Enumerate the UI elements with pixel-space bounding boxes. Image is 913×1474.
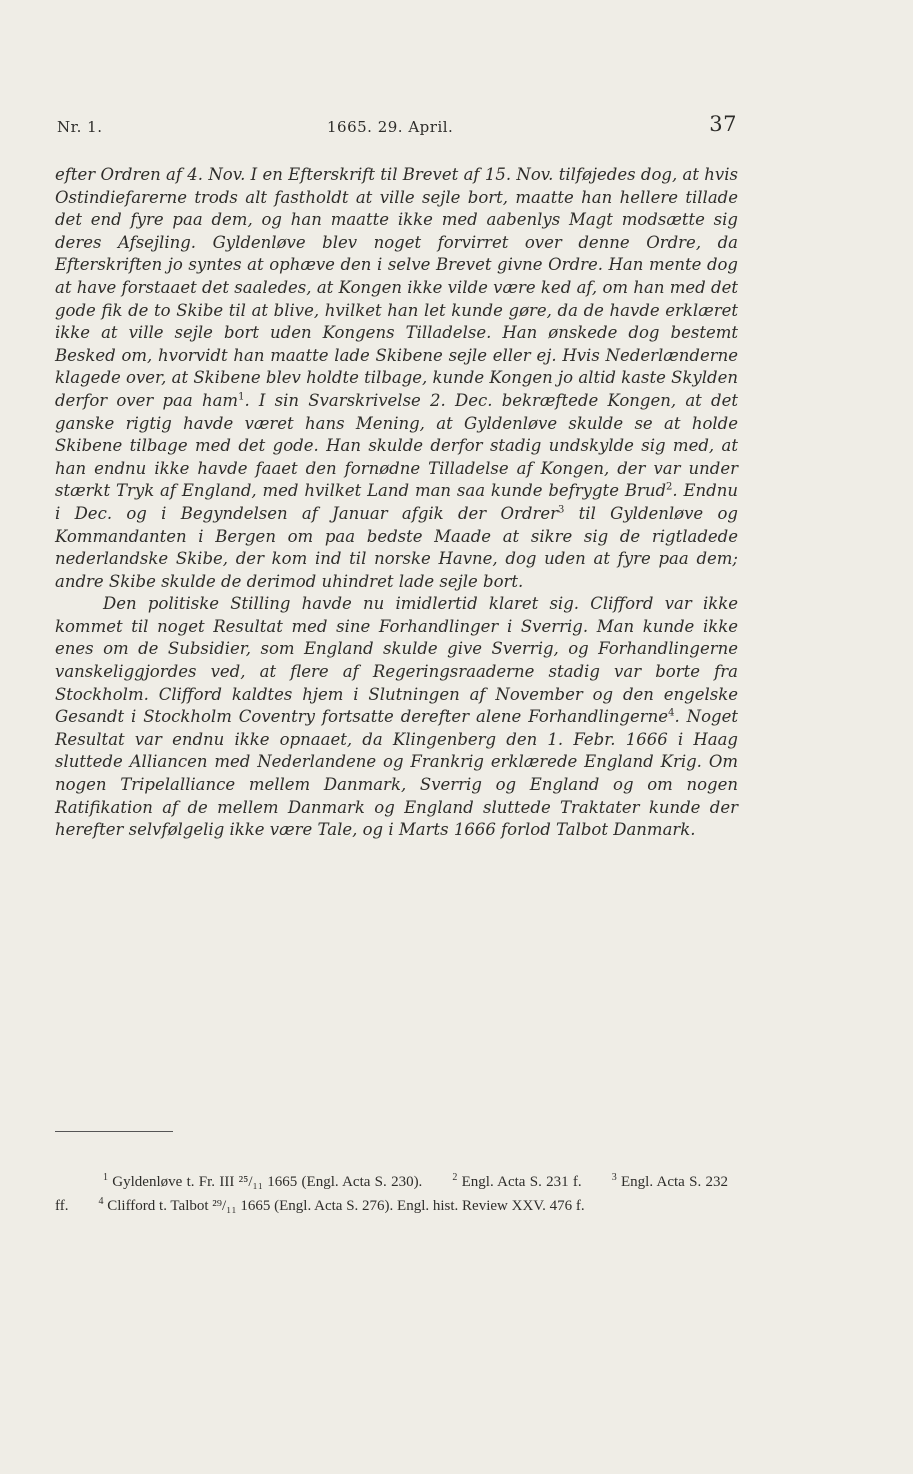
page-number: 37: [709, 112, 737, 136]
footnote-reference: 3: [558, 504, 565, 516]
issue-number: Nr. 1.: [57, 118, 103, 136]
text-run: Den politiske Stilling havde nu imidlertid klaret sig. Clifford var ikke kommet til noget Resultat med sine Forhandlinger i Sverrig. Man kunde ikke enes om de Subsidier, som England skulde give Sverrig, og Forhandlingerne vanskeliggjordes ved, at flere af Regeringsraaderne stadig var borte fra Stockholm. Clifford kaldtes hjem i Slutningen af November og den engelske Gesandt i Stockholm Coventry fortsatte derefter alene Forhandlingerne: [55, 594, 738, 727]
footnote-reference: 2: [666, 481, 673, 493]
footnote-mark: 1: [103, 1172, 108, 1183]
header-date: 1665. 29. April.: [327, 118, 454, 136]
footnote-text: Engl. Acta S. 232 ff.: [55, 1174, 729, 1214]
footnotes: [55, 1170, 728, 1218]
footnote-mark: 4: [98, 1196, 104, 1207]
running-header: [57, 112, 737, 142]
footnote-mark: 2: [452, 1172, 458, 1183]
text-run: . Noget Resultat var endnu ikke opnaaet, da Klingenberg den 1. Febr. 1666 i Haag sluttede Alliancen med Nederlandene og Frankrig erklærede England Krig. Om nogen Tripelalliance mellem Danmark, Sverrig og England og om nogen Ratifikation af de mellem Danmark og England sluttede Traktater kunde der herefter selvfølgelig ikke være Tale, og i Marts 1666 forlod Talbot Danmark.: [55, 707, 738, 840]
footnote-mark: 3: [611, 1172, 617, 1183]
footnote-divider: [55, 1131, 173, 1132]
footnote-text: Gyldenløve t. Fr. III ²⁵/₁₁ 1665 (Engl. Acta S. 230).: [112, 1174, 423, 1190]
text-run: efter Ordren af 4. Nov. I en Efterskrift til Brevet af 15. Nov. tilføjedes dog, at hvis Ostindiefarerne trods alt fastholdt at ville sejle bort, maatte han hellere tillade det end fyre paa dem, og han maatte ikke med aabenlys Magt modsætte sig deres Afsejling. Gyldenløve blev noget forvirret over denne Ordre, da Efterskriften jo syntes at ophæve den i selve Brevet givne Ordre. Han mente dog at have forstaaet det saaledes, at Kongen ikke vilde være ked af, om han med det gode fik de to Skibe til at blive, hvilket han let kunde gøre, da de havde erklæret ikke at ville sejle bort uden Kongens Tilladelse. Han ønskede dog bestemt Besked om, hvorvidt han maatte lade Skibene sejle eller ej. Hvis Nederlænderne klagede over, at Skibene blev holdte tilbage, kunde Kongen jo altid kaste Skylden derfor over paa ham: [55, 165, 738, 410]
footnote-text: Engl. Acta S. 231 f.: [461, 1174, 582, 1190]
text-run: . I sin Svarskrivelse 2. Dec. bekræftede Kongen, at det ganske rigtig havde været hans Mening, at Gyldenløve skulde se at holde Skibene tilbage med det gode. Han skulde derfor stadig undskylde sig med, at han endnu ikke havde faaet den fornødne Tilladelse af Kongen, der var under stærkt Tryk af England, med hvilket Land man saa kunde befrygte Brud: [55, 390, 738, 501]
text-run: . Endnu i Dec. og i Begyndelsen af Januar afgik der Ordrer: [55, 481, 738, 523]
paragraph: [55, 593, 738, 842]
footnote-text: Clifford t. Talbot ²⁹/₁₁ 1665 (Engl. Acta S. 276). Engl. hist. Review XXV. 476 f.: [107, 1198, 585, 1214]
text-run: til Gyldenløve og Kommandanten i Bergen om paa bedste Maade at sikre sig de rigtladede nederlandske Skibe, der kom ind til norske Havne, dog uden at fyre paa dem; andre Skibe skulde de derimod uhindret lade sejle bort.: [55, 503, 738, 591]
footnote-reference: 4: [668, 707, 675, 719]
body-text: [55, 164, 738, 842]
footnote-reference: 1: [238, 391, 245, 403]
paragraph: [55, 164, 738, 593]
footnote-block: [55, 1170, 728, 1218]
